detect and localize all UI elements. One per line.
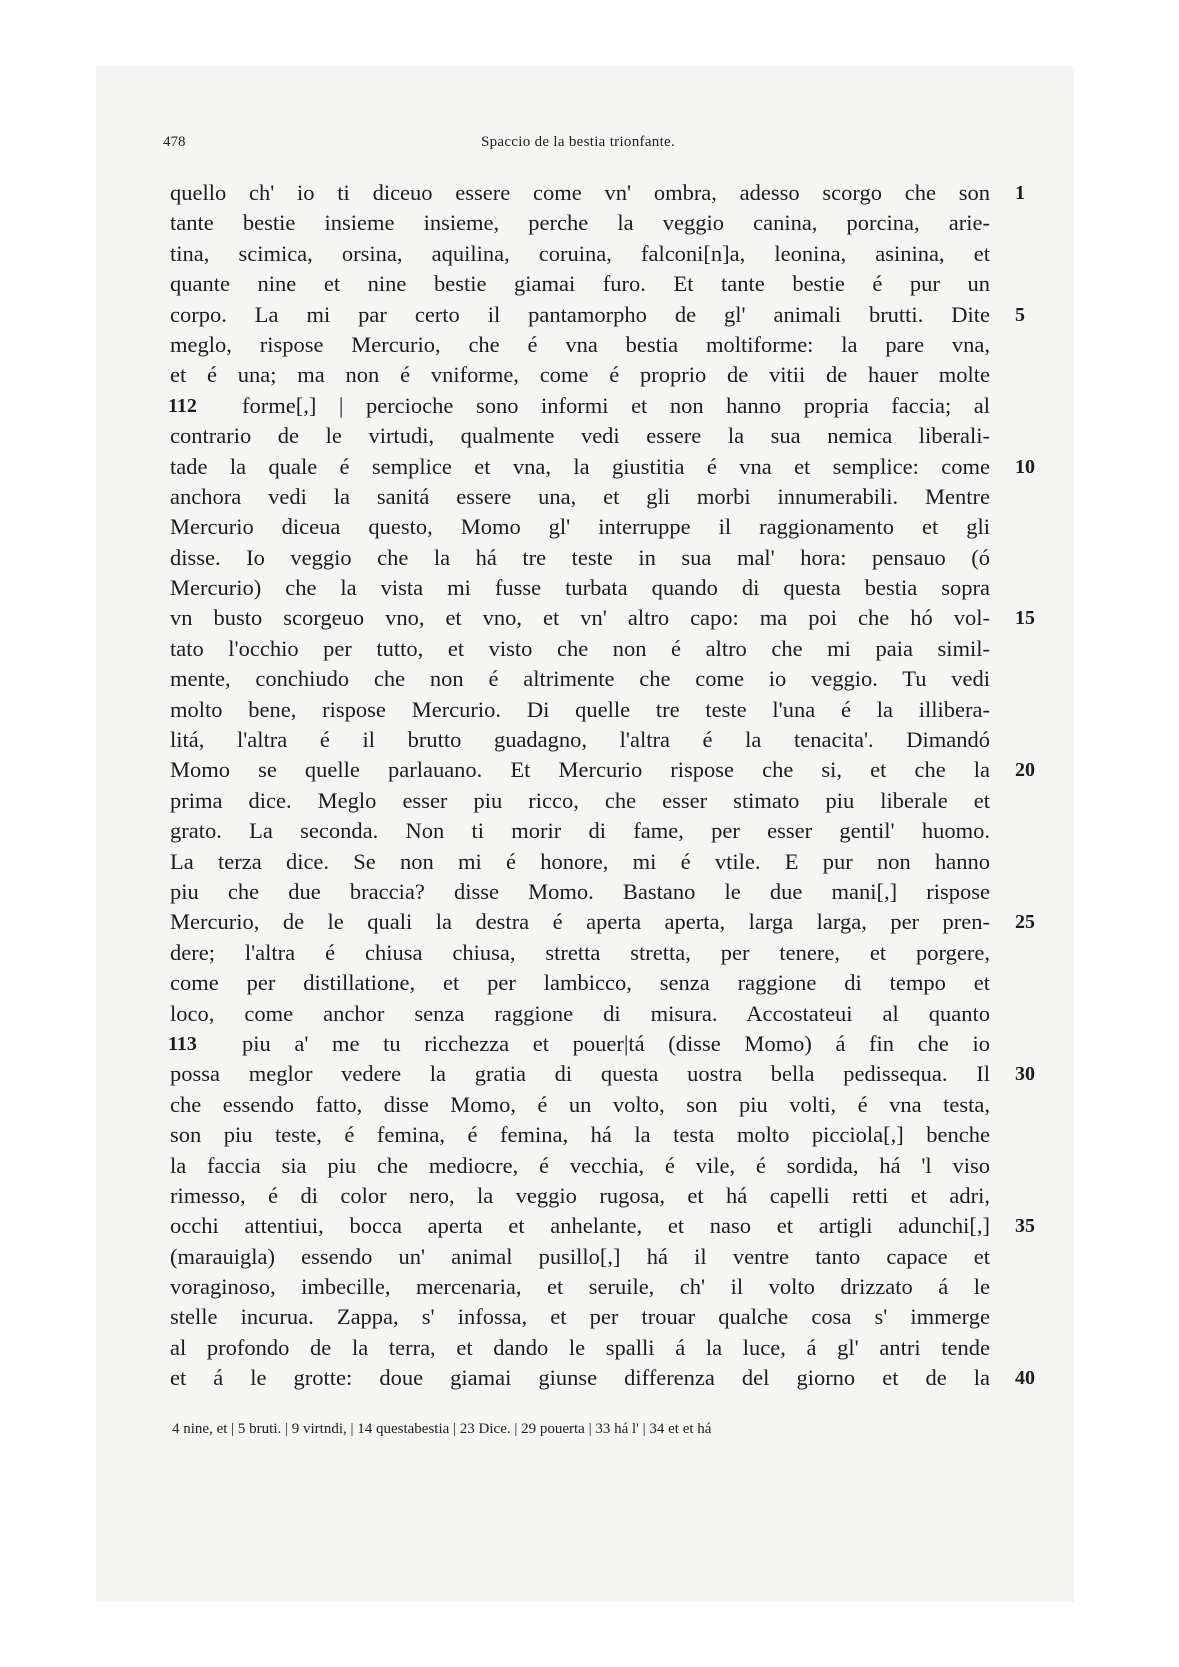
text-line: piu che due braccia? disse Momo. Bastano le due mani[,] rispose: [170, 878, 990, 904]
text-line: loco, come anchor senza raggione di misura. Accostateui al quanto: [170, 1000, 990, 1026]
text-line: litá, l'altra é il brutto guadagno, l'altra é la tenacita'. Dimandó: [170, 727, 990, 753]
text-line: vn busto scorgeuo vno, et vno, et vn' altro capo: ma poi che hó vol- 15: [170, 603, 992, 633]
text-line: stelle incurua. Zappa, s' infossa, et per trouar qualche cosa s' immerge: [170, 1304, 990, 1330]
text-line: al profondo de la terra, et dando le spalli á la luce, á gl' antri tende: [170, 1334, 990, 1360]
text-line: (marauigla) essendo un' animal pusillo[,] há il ventre tanto capace et: [170, 1243, 990, 1269]
running-title: Spaccio de la bestia trionfante.: [480, 134, 676, 150]
line-number: 20: [1015, 759, 1035, 782]
text-line: Mercurio) che la vista mi fusse turbata quando di questa bestia sopra: [170, 575, 990, 601]
line-number: 30: [1015, 1063, 1035, 1086]
text-line: et é una; ma non é vniforme, come é proprio de vitii de hauer molte: [170, 362, 990, 388]
line-number: 35: [1015, 1215, 1035, 1238]
line-number: 25: [1015, 911, 1035, 934]
body-text: [168, 178, 1035, 1394]
page-number: 478: [163, 134, 186, 150]
margin-page-number: 113: [168, 1032, 197, 1055]
line-number: 40: [1015, 1367, 1035, 1390]
line-number: 5: [1015, 303, 1025, 326]
text-line: Momo se quelle parlauano. Et Mercurio rispose che si, et che la 20: [170, 755, 992, 785]
text-line: anchora vedi la sanitá essere una, et gli morbi innumerabili. Mentre: [170, 483, 990, 509]
text-line: son piu teste, é femina, é femina, há la testa molto picciola[,] benche: [170, 1122, 990, 1148]
text-line: et á le grotte: doue giamai giunse differenza del giorno et de la 40: [170, 1363, 992, 1393]
text-line: La terza dice. Se non mi é honore, mi é vtile. E pur non hanno: [170, 848, 990, 874]
margin-page-number: 112: [168, 394, 197, 417]
text-line: che essendo fatto, disse Momo, é un volto, son piu volti, é vna testa,: [170, 1091, 990, 1117]
text-line: prima dice. Meglo esser piu ricco, che esser stimato piu liberale et: [170, 787, 990, 813]
text-line: la faccia sia piu che mediocre, é vecchia, é vile, é sordida, há 'l viso: [170, 1152, 990, 1178]
critical-apparatus-footnotes: 4 nine, et | 5 bruti. | 9 virtndi, | 14 questabestia | 23 Dice. | 29 pouerta | 33 há l' | 34 et et há: [172, 1421, 712, 1437]
text-line: occhi attentiui, bocca aperta et anhelante, et naso et artigli adunchi[,] 35: [170, 1211, 992, 1241]
text-line: Mercurio diceua questo, Momo gl' interruppe il raggionamento et gli: [170, 514, 990, 540]
page-header: [163, 134, 993, 158]
text-line: dere; l'altra é chiusa chiusa, stretta stretta, per tenere, et porgere,: [170, 939, 990, 965]
text-line: rimesso, é di color nero, la veggio rugosa, et há capelli retti et adri,: [170, 1182, 990, 1208]
text-line: corpo. La mi par certo il pantamorpho de gl' animali brutti. Dite 5: [170, 300, 992, 330]
text-line: contrario de le virtudi, qualmente vedi essere la sua nemica liberali-: [170, 423, 990, 449]
text-line: quante nine et nine bestie giamai furo. Et tante bestie é pur un: [170, 271, 990, 297]
text-line: possa meglor vedere la gratia di questa uostra bella pedissequa. Il 30: [170, 1059, 992, 1089]
text-line: 113 piu a' me tu ricchezza et pouer|tá (disse Momo) á fin che io: [170, 1029, 992, 1059]
text-line: grato. La seconda. Non ti morir di fame, per esser gentil' huomo.: [170, 818, 990, 844]
text-line: voraginoso, imbecille, mercenaria, et seruile, ch' il volto drizzato á le: [170, 1274, 990, 1300]
text-line: disse. Io veggio che la há tre teste in sua mal' hora: pensauo (ó: [170, 544, 990, 570]
text-line: tade la quale é semplice et vna, la giustitia é vna et semplice: come 10: [170, 452, 992, 482]
line-number: 15: [1015, 607, 1035, 630]
line-number: 10: [1015, 455, 1035, 478]
text-line: molto bene, rispose Mercurio. Di quelle tre teste l'una é la illibera-: [170, 696, 990, 722]
text-line: come per distillatione, et per lambicco, senza raggione di tempo et: [170, 970, 990, 996]
text-line: quello ch' io ti diceuo essere come vn' ombra, adesso scorgo che son 1: [170, 178, 992, 208]
text-line: tato l'occhio per tutto, et visto che non é altro che mi paia simil-: [170, 635, 990, 661]
line-number: 1: [1015, 182, 1025, 204]
text-line: tante bestie insieme insieme, perche la veggio canina, porcina, arie-: [170, 210, 990, 236]
text-line: tina, scimica, orsina, aquilina, coruina, falconi[n]a, leonina, asinina, et: [170, 240, 990, 266]
text-line: meglo, rispose Mercurio, che é vna bestia moltiforme: la pare vna,: [170, 331, 990, 357]
text-line: Mercurio, de le quali la destra é aperta aperta, larga larga, per pren- 25: [170, 907, 992, 937]
text-line: mente, conchiudo che non é altrimente che come io veggio. Tu vedi: [170, 666, 990, 692]
text-line: 112 forme[,] | percioche sono informi et non hanno propria faccia; al: [170, 391, 992, 421]
